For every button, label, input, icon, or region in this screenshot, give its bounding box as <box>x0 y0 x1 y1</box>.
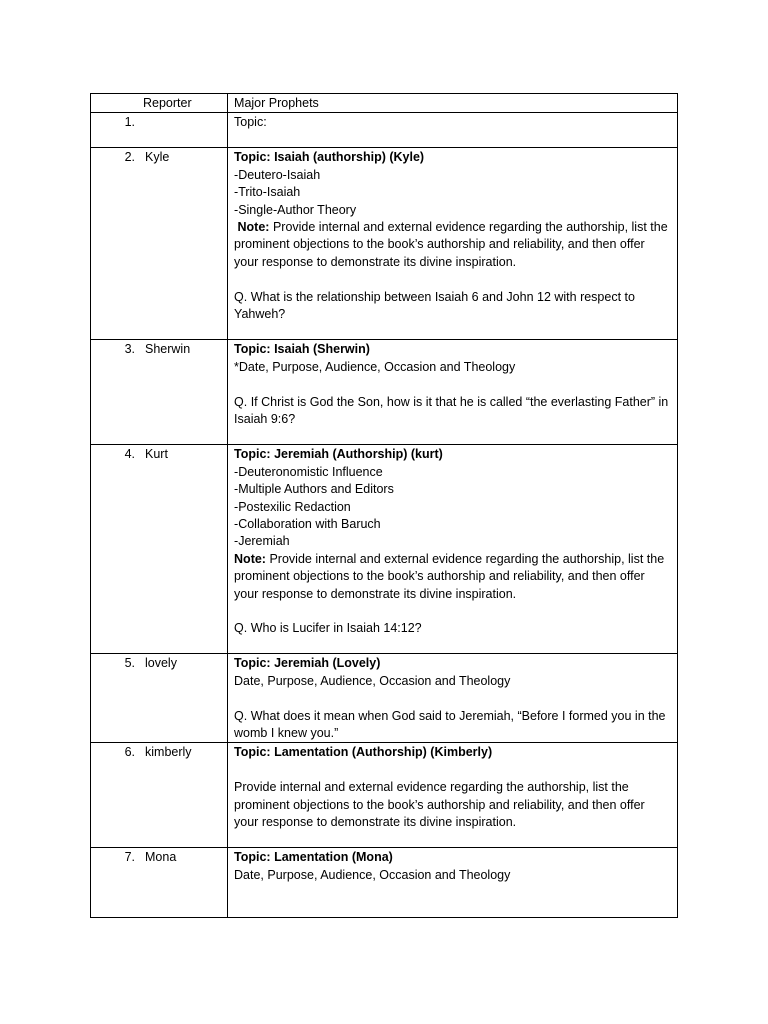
note-paragraph <box>234 551 671 603</box>
table-row <box>91 848 678 918</box>
topic-title: Topic: Lamentation (Authorship) (Kimberly) <box>234 745 493 760</box>
topic-cell <box>228 148 678 340</box>
list-item: -Deutero-Isaiah <box>234 167 321 182</box>
header-major-prophets: Major Prophets <box>228 94 678 113</box>
topic-label: Topic: <box>234 115 267 130</box>
question-text: Q. What is the relationship between Isaiah 6 and John 12 with respect to Yahweh? <box>234 289 635 322</box>
topic-cell <box>228 340 678 445</box>
topic-cell <box>228 848 678 918</box>
reporter-name: Kurt <box>145 447 168 462</box>
reporter-name: Sherwin <box>145 342 191 357</box>
topic-line: Date, Purpose, Audience, Occasion and Theology <box>234 867 511 882</box>
topic-title: Topic: Jeremiah (Lovely) <box>234 656 381 671</box>
list-item: -Single-Author Theory <box>234 202 357 217</box>
table-row <box>91 148 678 340</box>
row-number: 4. <box>124 447 135 462</box>
topic-line: Date, Purpose, Audience, Occasion and Theology <box>234 673 511 688</box>
table-row <box>91 445 678 654</box>
reporter-cell <box>91 113 228 148</box>
row-number: 6. <box>124 745 135 760</box>
table-row <box>91 113 678 148</box>
reporter-cell <box>91 848 228 918</box>
topic-title: Topic: Jeremiah (Authorship) (kurt) <box>234 447 443 462</box>
question-text: Q. Who is Lucifer in Isaiah 14:12? <box>234 621 422 636</box>
table-row <box>91 340 678 445</box>
topic-cell <box>228 743 678 848</box>
reporter-cell <box>91 148 228 340</box>
topic-title: Topic: Lamentation (Mona) <box>234 850 393 865</box>
list-item: -Collaboration with Baruch <box>234 517 381 532</box>
topic-cell <box>228 445 678 654</box>
table-row <box>91 743 678 848</box>
topic-cell <box>228 654 678 743</box>
note-text: Provide internal and external evidence regarding the authorship, list the prominent objections to the book’s authorship and reliability, and then offer your response to demonstrate its divine inspiration. <box>234 220 668 269</box>
row-number: 7. <box>124 850 135 865</box>
list-item: -Trito-Isaiah <box>234 185 301 200</box>
reporter-name: kimberly <box>145 745 192 760</box>
reporter-name: Kyle <box>145 150 170 165</box>
row-number: 5. <box>124 656 135 671</box>
topic-title: Topic: Isaiah (authorship) (Kyle) <box>234 150 425 165</box>
prophets-table <box>90 93 678 918</box>
reporter-cell <box>91 340 228 445</box>
question-text: Q. If Christ is God the Son, how is it that he is called “the everlasting Father” in Isaiah 9:6? <box>234 394 669 427</box>
reporter-cell <box>91 743 228 848</box>
reporter-cell <box>91 445 228 654</box>
row-number: 2. <box>124 150 135 165</box>
body-text: Provide internal and external evidence regarding the authorship, list the prominent objections to the book’s authorship and reliability, and then offer your response to demonstrate its divine inspiration. <box>234 780 645 830</box>
row-number: 1. <box>124 115 135 130</box>
topic-cell <box>228 113 678 148</box>
topic-title: Topic: Isaiah (Sherwin) <box>234 342 370 357</box>
list-item: -Postexilic Redaction <box>234 499 351 514</box>
note-text: Provide internal and external evidence regarding the authorship, list the prominent objections to the book’s authorship and reliability, and then offer your response to demonstrate its divine inspiration. <box>234 551 665 601</box>
header-reporter: Reporter <box>91 94 228 113</box>
table-row <box>91 654 678 743</box>
header-row <box>91 94 678 113</box>
topic-line: *Date, Purpose, Audience, Occasion and Theology <box>234 359 516 374</box>
row-number: 3. <box>124 342 135 357</box>
note-paragraph <box>234 219 671 271</box>
list-item: -Multiple Authors and Editors <box>234 482 394 497</box>
reporter-cell <box>91 654 228 743</box>
note-label: Note: <box>237 220 270 235</box>
reporter-name: lovely <box>145 656 177 671</box>
list-item: -Deuteronomistic Influence <box>234 464 383 479</box>
list-item: -Jeremiah <box>234 534 290 549</box>
reporter-name: Mona <box>145 850 177 865</box>
note-label: Note: <box>234 551 266 566</box>
question-text: Q. What does it mean when God said to Jeremiah, “Before I formed you in the womb I knew you.” <box>234 708 666 741</box>
